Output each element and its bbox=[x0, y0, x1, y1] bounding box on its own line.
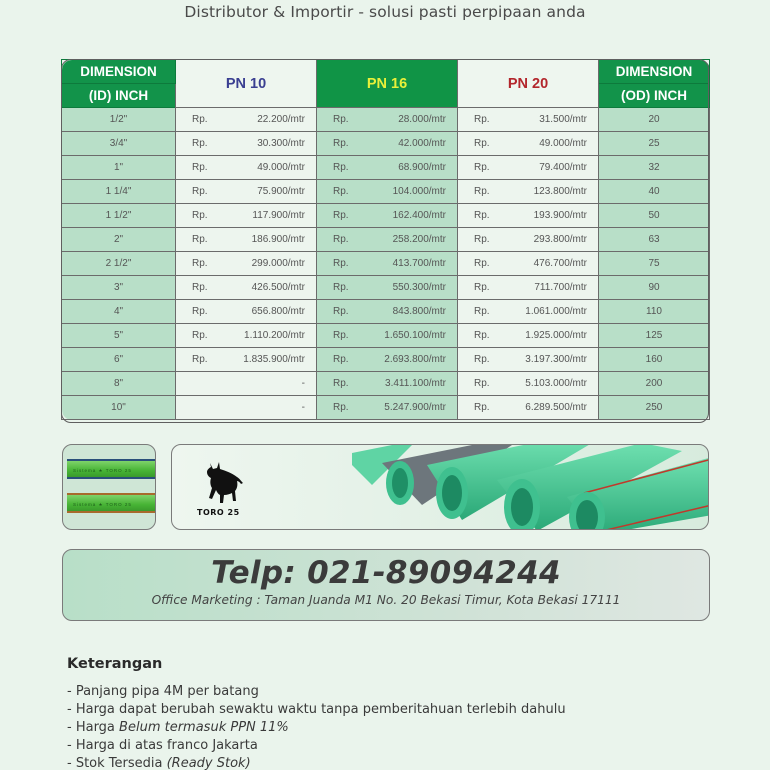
currency-label: Rp. bbox=[333, 354, 349, 365]
price-value: 117.900/mtr bbox=[252, 210, 305, 221]
cell-od-inch: 250 bbox=[599, 396, 710, 420]
cell-od-inch: 75 bbox=[599, 252, 710, 276]
pipe-blue-stripe bbox=[67, 459, 156, 479]
cell-pn16 bbox=[317, 156, 458, 180]
notes-title: Keterangan bbox=[67, 656, 163, 672]
note-item bbox=[67, 719, 566, 737]
currency-label: Rp. bbox=[333, 186, 349, 197]
cell-od-inch: 110 bbox=[599, 300, 710, 324]
header-pn20: PN 20 bbox=[458, 60, 599, 108]
price-value: 22.200/mtr bbox=[257, 114, 305, 125]
table-row bbox=[62, 132, 710, 156]
currency-label: Rp. bbox=[474, 114, 490, 125]
price-value: 28.000/mtr bbox=[398, 114, 446, 125]
price-value: 293.800/mtr bbox=[533, 234, 587, 245]
price-value: 413.700/mtr bbox=[392, 258, 446, 269]
cell-id-inch: 1" bbox=[62, 156, 176, 180]
cell-pn10 bbox=[176, 108, 317, 132]
currency-label: Rp. bbox=[333, 282, 349, 293]
price-value: 476.700/mtr bbox=[533, 258, 587, 269]
cell-od-inch: 32 bbox=[599, 156, 710, 180]
price-value: 104.000/mtr bbox=[392, 186, 446, 197]
price-value: 656.800/mtr bbox=[251, 306, 305, 317]
price-value: 258.200/mtr bbox=[392, 234, 446, 245]
cell-pn16 bbox=[317, 372, 458, 396]
cell-pn20 bbox=[458, 300, 599, 324]
cell-pn20 bbox=[458, 276, 599, 300]
price-value: 42.000/mtr bbox=[398, 138, 446, 149]
header-pn10: PN 10 bbox=[176, 60, 317, 108]
price-value: 2.693.800/mtr bbox=[384, 354, 446, 365]
cell-pn16 bbox=[317, 348, 458, 372]
price-value: 6.289.500/mtr bbox=[525, 402, 587, 413]
currency-label: Rp. bbox=[474, 234, 490, 245]
cell-pn20 bbox=[458, 180, 599, 204]
cell-pn16 bbox=[317, 396, 458, 420]
cell-id-inch: 2" bbox=[62, 228, 176, 252]
currency-label: Rp. bbox=[192, 162, 208, 173]
currency-label: Rp. bbox=[333, 234, 349, 245]
price-value: 123.800/mtr bbox=[533, 186, 587, 197]
note-text: - Harga di atas franco Jakarta bbox=[67, 738, 258, 753]
price-value: 299.000/mtr bbox=[251, 258, 305, 269]
price-value: 1.925.000/mtr bbox=[525, 330, 587, 341]
currency-label: Rp. bbox=[333, 210, 349, 221]
table-row bbox=[62, 156, 710, 180]
currency-label: Rp. bbox=[474, 138, 490, 149]
note-item bbox=[67, 755, 566, 770]
price-value: 49.000/mtr bbox=[539, 138, 587, 149]
price-value: 1.061.000/mtr bbox=[525, 306, 587, 317]
price-value: 3.197.300/mtr bbox=[525, 354, 587, 365]
currency-label: Rp. bbox=[192, 258, 208, 269]
currency-label: Rp. bbox=[333, 330, 349, 341]
currency-label: Rp. bbox=[474, 330, 490, 341]
cell-pn10 bbox=[176, 132, 317, 156]
table-row bbox=[62, 396, 710, 420]
currency-label: Rp. bbox=[474, 210, 490, 221]
table-row bbox=[62, 204, 710, 228]
table-row bbox=[62, 300, 710, 324]
cell-id-inch: 1/2" bbox=[62, 108, 176, 132]
cell-pn16 bbox=[317, 108, 458, 132]
currency-label: Rp. bbox=[474, 378, 490, 389]
header-od-dimension: DIMENSION bbox=[599, 60, 710, 84]
currency-label: Rp. bbox=[192, 138, 208, 149]
header-id-inch: (ID) INCH bbox=[62, 84, 176, 108]
cell-pn10 bbox=[176, 372, 317, 396]
currency-label: Rp. bbox=[192, 354, 208, 365]
header-row-1 bbox=[62, 60, 710, 84]
note-text: - Harga bbox=[67, 720, 120, 735]
cell-pn16 bbox=[317, 324, 458, 348]
header-id-dimension: DIMENSION bbox=[62, 60, 176, 84]
price-value: - bbox=[301, 378, 305, 389]
cell-pn10 bbox=[176, 228, 317, 252]
cell-id-inch: 6" bbox=[62, 348, 176, 372]
table-row bbox=[62, 180, 710, 204]
tagline: Distributor & Importir - solusi pasti perpipaan anda bbox=[184, 3, 586, 21]
cell-od-inch: 160 bbox=[599, 348, 710, 372]
price-table bbox=[61, 59, 710, 420]
cell-pn16 bbox=[317, 132, 458, 156]
cell-pn10 bbox=[176, 396, 317, 420]
cell-pn10 bbox=[176, 204, 317, 228]
price-value: 1.650.100/mtr bbox=[384, 330, 446, 341]
cell-pn20 bbox=[458, 348, 599, 372]
cell-id-inch: 10" bbox=[62, 396, 176, 420]
note-italic-text: Belum termasuk PPN 11% bbox=[119, 720, 289, 735]
cell-pn10 bbox=[176, 300, 317, 324]
note-item bbox=[67, 737, 566, 755]
brand-label: TORO 25 bbox=[197, 508, 240, 517]
product-banner bbox=[171, 444, 709, 530]
price-value: 186.900/mtr bbox=[251, 234, 305, 245]
cell-id-inch: 3" bbox=[62, 276, 176, 300]
cell-od-inch: 125 bbox=[599, 324, 710, 348]
currency-label: Rp. bbox=[192, 186, 208, 197]
currency-label: Rp. bbox=[474, 162, 490, 173]
table-row bbox=[62, 252, 710, 276]
contact-box bbox=[62, 549, 710, 621]
price-value: 711.700/mtr bbox=[534, 282, 587, 293]
cell-od-inch: 50 bbox=[599, 204, 710, 228]
cell-pn10 bbox=[176, 156, 317, 180]
note-item bbox=[67, 701, 566, 719]
currency-label: Rp. bbox=[192, 282, 208, 293]
price-value: 49.000/mtr bbox=[257, 162, 305, 173]
cell-pn10 bbox=[176, 252, 317, 276]
price-value: 1.835.900/mtr bbox=[243, 354, 305, 365]
cell-id-inch: 1 1/4" bbox=[62, 180, 176, 204]
pipe-brown-stripe bbox=[67, 493, 156, 513]
price-value: 843.800/mtr bbox=[392, 306, 446, 317]
cell-id-inch: 8" bbox=[62, 372, 176, 396]
price-value: 30.300/mtr bbox=[257, 138, 305, 149]
cell-od-inch: 90 bbox=[599, 276, 710, 300]
cell-pn20 bbox=[458, 204, 599, 228]
note-italic-text: (Ready Stok) bbox=[166, 756, 251, 770]
price-value: 193.900/mtr bbox=[533, 210, 587, 221]
cell-pn10 bbox=[176, 180, 317, 204]
price-value: 79.400/mtr bbox=[539, 162, 587, 173]
cell-pn20 bbox=[458, 156, 599, 180]
table-row bbox=[62, 324, 710, 348]
notes-section bbox=[67, 656, 566, 770]
table-row bbox=[62, 348, 710, 372]
price-value: 1.110.200/mtr bbox=[244, 330, 305, 341]
currency-label: Rp. bbox=[192, 234, 208, 245]
note-text: - Panjang pipa 4M per batang bbox=[67, 684, 259, 699]
currency-label: Rp. bbox=[192, 330, 208, 341]
cell-od-inch: 20 bbox=[599, 108, 710, 132]
cell-pn20 bbox=[458, 252, 599, 276]
cell-pn10 bbox=[176, 348, 317, 372]
table-row bbox=[62, 228, 710, 252]
currency-label: Rp. bbox=[333, 258, 349, 269]
cell-pn20 bbox=[458, 372, 599, 396]
price-value: 68.900/mtr bbox=[398, 162, 446, 173]
cell-pn20 bbox=[458, 228, 599, 252]
note-item bbox=[67, 683, 566, 701]
cell-id-inch: 4" bbox=[62, 300, 176, 324]
price-value: 3.411.100/mtr bbox=[385, 378, 446, 389]
header-od-inch: (OD) INCH bbox=[599, 84, 710, 108]
cell-id-inch: 5" bbox=[62, 324, 176, 348]
pipe-thumbnail-image bbox=[62, 444, 156, 530]
currency-label: Rp. bbox=[474, 354, 490, 365]
table-row bbox=[62, 372, 710, 396]
note-text: - Stok Tersedia bbox=[67, 756, 167, 770]
currency-label: Rp. bbox=[192, 114, 208, 125]
cell-pn16 bbox=[317, 276, 458, 300]
currency-label: Rp. bbox=[333, 402, 349, 413]
currency-label: Rp. bbox=[333, 138, 349, 149]
currency-label: Rp. bbox=[333, 306, 349, 317]
cell-od-inch: 25 bbox=[599, 132, 710, 156]
price-value: 426.500/mtr bbox=[251, 282, 305, 293]
cell-pn16 bbox=[317, 180, 458, 204]
cell-od-inch: 40 bbox=[599, 180, 710, 204]
currency-label: Rp. bbox=[333, 378, 349, 389]
cell-pn20 bbox=[458, 108, 599, 132]
table-row bbox=[62, 108, 710, 132]
currency-label: Rp. bbox=[192, 210, 208, 221]
cell-pn16 bbox=[317, 204, 458, 228]
cell-id-inch: 3/4" bbox=[62, 132, 176, 156]
notes-list bbox=[67, 683, 566, 770]
currency-label: Rp. bbox=[333, 114, 349, 125]
price-value: 31.500/mtr bbox=[539, 114, 587, 125]
price-value: 75.900/mtr bbox=[257, 186, 305, 197]
cell-od-inch: 63 bbox=[599, 228, 710, 252]
currency-label: Rp. bbox=[474, 258, 490, 269]
phone-number: Telp: 021-89094244 bbox=[211, 555, 561, 591]
cell-pn10 bbox=[176, 276, 317, 300]
pipe-print-text: Sistema ★ TORO 25 bbox=[73, 502, 132, 507]
currency-label: Rp. bbox=[474, 282, 490, 293]
currency-label: Rp. bbox=[333, 162, 349, 173]
cell-pn20 bbox=[458, 324, 599, 348]
office-address: Office Marketing : Taman Juanda M1 No. 20 Bekasi Timur, Kota Bekasi 17111 bbox=[151, 593, 621, 607]
cell-od-inch: 200 bbox=[599, 372, 710, 396]
pipes-product-image bbox=[352, 445, 709, 530]
header-pn16: PN 16 bbox=[317, 60, 458, 108]
cell-pn20 bbox=[458, 396, 599, 420]
cell-pn20 bbox=[458, 132, 599, 156]
currency-label: Rp. bbox=[192, 306, 208, 317]
price-value: 5.103.000/mtr bbox=[525, 378, 587, 389]
currency-label: Rp. bbox=[474, 306, 490, 317]
note-text: - Harga dapat berubah sewaktu waktu tanpa pemberitahuan terlebih dahulu bbox=[67, 702, 566, 717]
cell-pn16 bbox=[317, 252, 458, 276]
cell-id-inch: 2 1/2" bbox=[62, 252, 176, 276]
currency-label: Rp. bbox=[474, 402, 490, 413]
table-row bbox=[62, 276, 710, 300]
cell-pn10 bbox=[176, 324, 317, 348]
price-value: 5.247.900/mtr bbox=[384, 402, 446, 413]
currency-label: Rp. bbox=[474, 186, 490, 197]
cell-pn16 bbox=[317, 300, 458, 324]
price-value: 162.400/mtr bbox=[392, 210, 446, 221]
pipe-print-text: Sistema ★ TORO 25 bbox=[73, 468, 132, 473]
price-value: 550.300/mtr bbox=[392, 282, 446, 293]
cell-pn16 bbox=[317, 228, 458, 252]
bull-logo-icon bbox=[196, 459, 246, 507]
price-value: - bbox=[301, 402, 305, 413]
cell-id-inch: 1 1/2" bbox=[62, 204, 176, 228]
